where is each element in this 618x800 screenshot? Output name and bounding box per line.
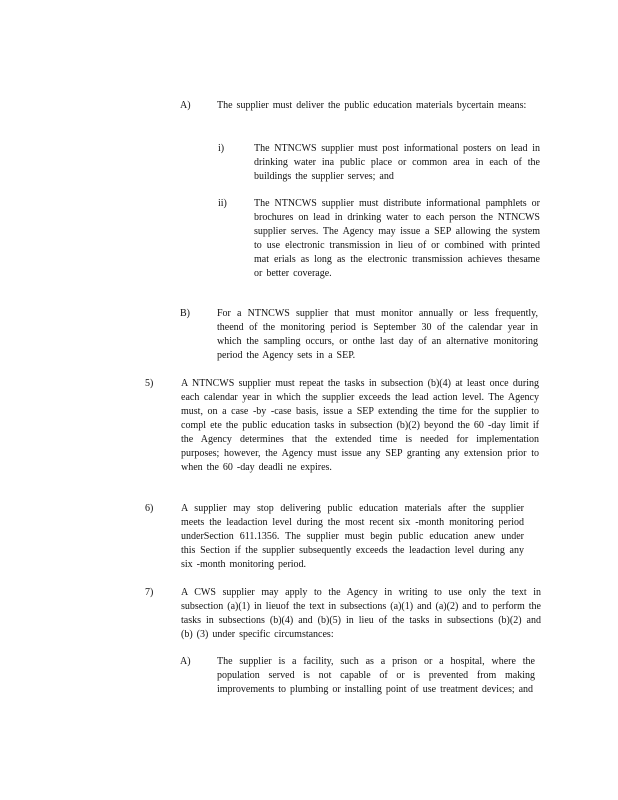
- item-marker: A): [180, 656, 191, 667]
- subsection-7-cws-apply: [145, 586, 541, 642]
- item-text: The supplier must deliver the public education materials bycertain means:: [217, 100, 527, 111]
- subsection-A-means: [180, 99, 537, 113]
- item-text: A supplier may stop delivering public education materials after the supplier meets the leadaction level during the most recent six -month monitoring period underSection 611.1356. The supplier must begin public education anew under this Section if the supplier subsequently exceeds the leadaction level during any six -month monitoring period.: [181, 503, 524, 570]
- item-text: The supplier is a facility, such as a prison or a hospital, where the population served is not capable of or is prevented from making improvements to plumbing or installing point of use treatment devices; and: [217, 656, 535, 695]
- subsection-B-monitoring-period: [180, 307, 538, 363]
- item-marker: B): [180, 308, 190, 319]
- item-marker: 7): [145, 587, 154, 598]
- subsection-i-posters: [218, 142, 540, 184]
- item-text: A CWS supplier may apply to the Agency in writing to use only the text in subsection (a)(1) in lieuof the text in subsections (a)(1) and (a)(2) and to perform the tasks in subsections (b)(4) and (b)(5) in lieu of the tasks in subsections (b)(2) and (b) (3) under specific circumstances:: [181, 587, 541, 640]
- subsection-6-stop-delivering: [145, 502, 524, 572]
- item-marker: 5): [145, 378, 154, 389]
- item-text: For a NTNCWS supplier that must monitor annually or less frequently, theend of the monitoring period is September 30 of the calendar year in which the sampling occurs, or onthe last day of an alternative monitoring period the Agency sets in a SEP.: [217, 308, 538, 361]
- item-marker: A): [180, 100, 191, 111]
- item-text: The NTNCWS supplier must post informational posters on lead in drinking water ina public place or common area in each of the buildings the supplier serves; and: [254, 143, 540, 182]
- subsection-ii-pamphlets: [218, 197, 540, 281]
- item-text: The NTNCWS supplier must distribute informational pamphlets or brochures on lead in drinking water to each person the NTNCWS supplier serves. The Agency may issue a SEP allowing the system to use electronic transmission in lieu of or combined with printed mat erials as long as the electronic transmission achieves thesame or better coverage.: [254, 198, 540, 279]
- item-marker: ii): [218, 198, 227, 209]
- item-marker: i): [218, 143, 225, 154]
- subsection-A-facility: [180, 655, 535, 697]
- subsection-5-repeat-tasks: [145, 377, 539, 475]
- item-text: A NTNCWS supplier must repeat the tasks in subsection (b)(4) at least once during each calendar year in which the supplier exceeds the lead action level. The Agency must, on a case -by -case basis, issue a SEP extending the time for the supplier to compl ete the public education tasks in subsection (b)(2) beyond the 60 -day limit if the Agency determines that the extended time is needed for implementation purposes; however, the Agency must issue any SEP granting any extension prior to when the 60 -day deadli ne expires.: [181, 378, 539, 473]
- item-marker: 6): [145, 503, 154, 514]
